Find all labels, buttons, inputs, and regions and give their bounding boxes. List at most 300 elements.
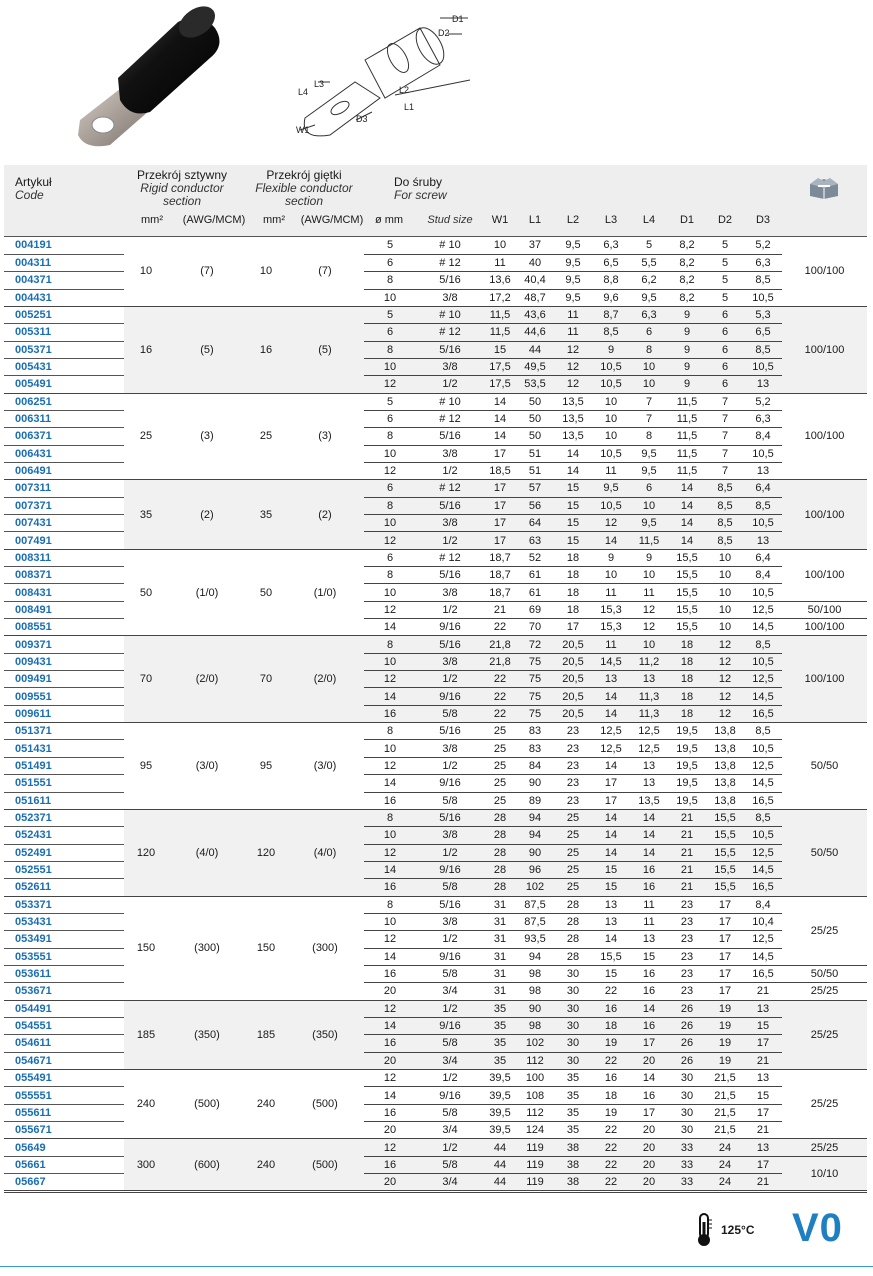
value-cell: 1/2 xyxy=(416,757,484,774)
article-code[interactable]: 009431 xyxy=(4,653,124,670)
value-cell: 13 xyxy=(744,1139,782,1156)
row-group xyxy=(4,809,867,896)
value-cell: 33 xyxy=(668,1156,706,1173)
article-code[interactable]: 006371 xyxy=(4,428,124,445)
value-cell: 20,5 xyxy=(554,705,592,722)
value-cell: 13 xyxy=(744,1000,782,1017)
flex-mm-cell: 120 xyxy=(246,809,286,896)
value-cell: 19 xyxy=(706,1017,744,1034)
row-group xyxy=(4,1070,867,1139)
value-cell: 19 xyxy=(592,1035,630,1052)
value-cell: 22 xyxy=(484,619,516,636)
value-cell: 11,5 xyxy=(484,306,516,323)
value-cell: 21,5 xyxy=(706,1087,744,1104)
value-cell: 16 xyxy=(364,1104,416,1121)
flex-awg-cell: (300) xyxy=(286,896,364,1000)
article-code[interactable]: 051551 xyxy=(4,775,124,792)
value-cell: # 10 xyxy=(416,306,484,323)
value-cell: 12,5 xyxy=(592,740,630,757)
value-cell: 14 xyxy=(668,480,706,497)
header-screw xyxy=(394,176,447,202)
article-code[interactable]: 05667 xyxy=(4,1174,124,1191)
value-cell: 20 xyxy=(364,983,416,1000)
value-cell: 8 xyxy=(364,272,416,289)
value-cell: 8 xyxy=(364,497,416,514)
value-cell: 17 xyxy=(706,983,744,1000)
article-code[interactable]: 004311 xyxy=(4,254,124,271)
article-code[interactable]: 004191 xyxy=(4,237,124,254)
value-cell: 16 xyxy=(364,792,416,809)
diagram-label-d1: D1 xyxy=(452,14,464,24)
article-code[interactable]: 052491 xyxy=(4,844,124,861)
value-cell: 14 xyxy=(592,705,630,722)
article-code[interactable]: 006431 xyxy=(4,445,124,462)
article-code[interactable]: 005371 xyxy=(4,341,124,358)
flame-class-v0: V0 xyxy=(792,1206,843,1250)
value-cell: 5/8 xyxy=(416,1156,484,1173)
article-code[interactable]: 05661 xyxy=(4,1156,124,1173)
row-group xyxy=(4,237,867,306)
value-cell: 9 xyxy=(592,341,630,358)
value-cell: 16 xyxy=(630,1017,668,1034)
value-cell: 14 xyxy=(484,410,516,427)
value-cell: 15,5 xyxy=(592,948,630,965)
article-code[interactable]: 008371 xyxy=(4,567,124,584)
rigid-awg-cell: (7) xyxy=(168,237,246,306)
value-cell: 50 xyxy=(516,410,554,427)
value-cell: 6,4 xyxy=(744,480,782,497)
value-cell: 14 xyxy=(630,809,668,826)
value-cell: 13 xyxy=(744,1070,782,1087)
value-cell: 13,5 xyxy=(630,792,668,809)
value-cell: 44 xyxy=(516,341,554,358)
value-cell: 31 xyxy=(484,983,516,1000)
value-cell: 3/4 xyxy=(416,1052,484,1069)
article-code[interactable]: 053551 xyxy=(4,948,124,965)
value-cell: 20 xyxy=(364,1174,416,1191)
value-cell: 20,5 xyxy=(554,636,592,653)
article-code[interactable]: 055491 xyxy=(4,1070,124,1087)
value-cell: 1/2 xyxy=(416,532,484,549)
value-cell: 5,2 xyxy=(744,237,782,254)
value-cell: 5 xyxy=(364,306,416,323)
sub-w1: W1 xyxy=(491,214,509,226)
header-rigid xyxy=(122,169,242,208)
value-cell: 10 xyxy=(706,567,744,584)
value-cell: 28 xyxy=(484,827,516,844)
article-code[interactable]: 005431 xyxy=(4,358,124,375)
diagram-label-d2: D2 xyxy=(438,28,450,38)
article-code[interactable]: 008431 xyxy=(4,584,124,601)
value-cell: 17 xyxy=(744,1104,782,1121)
value-cell: 38 xyxy=(554,1139,592,1156)
article-code[interactable]: 005311 xyxy=(4,324,124,341)
value-cell: 52 xyxy=(516,549,554,566)
value-cell: 12 xyxy=(364,462,416,479)
flex-mm-cell: 35 xyxy=(246,480,286,549)
flex-awg-cell: (2/0) xyxy=(286,636,364,723)
value-cell: 17 xyxy=(554,619,592,636)
flex-mm-cell: 185 xyxy=(246,1000,286,1069)
value-cell: 3/8 xyxy=(416,358,484,375)
value-cell: 9/16 xyxy=(416,1017,484,1034)
value-cell: 18,7 xyxy=(484,567,516,584)
sub-d3: D3 xyxy=(755,214,771,226)
table-row xyxy=(4,723,867,740)
value-cell: 49,5 xyxy=(516,358,554,375)
value-cell: 19,5 xyxy=(668,792,706,809)
value-cell: 17 xyxy=(706,896,744,913)
value-cell: 9/16 xyxy=(416,948,484,965)
article-code[interactable]: 006251 xyxy=(4,393,124,410)
value-cell: 102 xyxy=(516,879,554,896)
value-cell: 11 xyxy=(592,584,630,601)
value-cell: 13 xyxy=(592,671,630,688)
article-code[interactable]: 005251 xyxy=(4,306,124,323)
value-cell: 14 xyxy=(592,931,630,948)
value-cell: 16 xyxy=(630,965,668,982)
article-code[interactable]: 009491 xyxy=(4,671,124,688)
value-cell: 21,8 xyxy=(484,653,516,670)
rigid-awg-cell: (5) xyxy=(168,306,246,393)
value-cell: 83 xyxy=(516,723,554,740)
value-cell: 44,6 xyxy=(516,324,554,341)
article-code[interactable]: 008551 xyxy=(4,619,124,636)
pack-qty-cell: 100/100 xyxy=(782,636,867,723)
page-bottom-rule xyxy=(0,1266,873,1267)
value-cell: 6 xyxy=(364,324,416,341)
flex-mm-cell: 240 xyxy=(246,1139,286,1191)
value-cell: 12 xyxy=(706,705,744,722)
row-group xyxy=(4,636,867,723)
value-cell: 12 xyxy=(364,1000,416,1017)
header-article-pl: Artykuł xyxy=(15,175,52,189)
article-code[interactable]: 051431 xyxy=(4,740,124,757)
value-cell: 75 xyxy=(516,688,554,705)
value-cell: 8,5 xyxy=(744,636,782,653)
value-cell: 26 xyxy=(668,1052,706,1069)
product-table xyxy=(4,237,867,1191)
value-cell: 12 xyxy=(364,376,416,393)
rigid-mm-cell: 95 xyxy=(124,723,168,810)
value-cell: 21,5 xyxy=(706,1122,744,1139)
value-cell: 26 xyxy=(668,1000,706,1017)
value-cell: 9,5 xyxy=(630,515,668,532)
article-code[interactable]: 009371 xyxy=(4,636,124,653)
value-cell: 98 xyxy=(516,965,554,982)
value-cell: 11,5 xyxy=(630,532,668,549)
rigid-mm-cell: 300 xyxy=(124,1139,168,1191)
value-cell: 20 xyxy=(364,1052,416,1069)
value-cell: 37 xyxy=(516,237,554,254)
value-cell: 8,8 xyxy=(592,272,630,289)
value-cell: 9,5 xyxy=(554,289,592,306)
value-cell: 13 xyxy=(592,896,630,913)
value-cell: 8,5 xyxy=(744,723,782,740)
value-cell: 23 xyxy=(554,792,592,809)
value-cell: 19 xyxy=(706,1000,744,1017)
value-cell: 12 xyxy=(706,688,744,705)
rigid-awg-cell: (2/0) xyxy=(168,636,246,723)
value-cell: 94 xyxy=(516,809,554,826)
value-cell: 96 xyxy=(516,861,554,878)
article-code[interactable]: 006491 xyxy=(4,462,124,479)
value-cell: 11 xyxy=(630,896,668,913)
value-cell: 18,7 xyxy=(484,549,516,566)
value-cell: 51 xyxy=(516,445,554,462)
value-cell: 5/8 xyxy=(416,965,484,982)
sub-rigid-mm: mm² xyxy=(141,214,163,226)
sub-d1: D1 xyxy=(679,214,695,226)
value-cell: 8,4 xyxy=(744,896,782,913)
article-code[interactable]: 055671 xyxy=(4,1122,124,1139)
article-code[interactable]: 053671 xyxy=(4,983,124,1000)
article-code[interactable]: 051611 xyxy=(4,792,124,809)
row-group xyxy=(4,896,867,1000)
article-code[interactable]: 052611 xyxy=(4,879,124,896)
sub-l2: L2 xyxy=(566,214,580,226)
value-cell: 7 xyxy=(706,410,744,427)
value-cell: 22 xyxy=(592,1139,630,1156)
flex-mm-cell: 50 xyxy=(246,549,286,636)
value-cell: 23 xyxy=(668,913,706,930)
value-cell: 10 xyxy=(364,584,416,601)
flex-mm-cell: 10 xyxy=(246,237,286,306)
value-cell: 7 xyxy=(706,462,744,479)
article-code[interactable]: 055611 xyxy=(4,1104,124,1121)
row-group xyxy=(4,1000,867,1069)
article-code[interactable]: 052551 xyxy=(4,861,124,878)
article-code[interactable]: 053491 xyxy=(4,931,124,948)
value-cell: 5/16 xyxy=(416,809,484,826)
value-cell: 35 xyxy=(484,1017,516,1034)
row-group xyxy=(4,549,867,636)
value-cell: 31 xyxy=(484,931,516,948)
value-cell: 16 xyxy=(364,1035,416,1052)
article-code[interactable]: 054491 xyxy=(4,1000,124,1017)
value-cell: 7 xyxy=(706,393,744,410)
value-cell: 64 xyxy=(516,515,554,532)
value-cell: 12 xyxy=(364,671,416,688)
header-rigid-pl: Przekrój sztywny xyxy=(136,168,228,182)
value-cell: 15 xyxy=(484,341,516,358)
value-cell: 19 xyxy=(706,1052,744,1069)
value-cell: 11,5 xyxy=(668,393,706,410)
value-cell: 33 xyxy=(668,1139,706,1156)
value-cell: 10 xyxy=(364,653,416,670)
value-cell: 20,5 xyxy=(554,653,592,670)
row-group xyxy=(4,723,867,810)
value-cell: 6,5 xyxy=(592,254,630,271)
value-cell: 10 xyxy=(364,358,416,375)
value-cell: 19,5 xyxy=(668,757,706,774)
table-row xyxy=(4,306,867,323)
article-code[interactable]: 052371 xyxy=(4,809,124,826)
value-cell: 8,2 xyxy=(668,254,706,271)
article-code[interactable]: 008311 xyxy=(4,549,124,566)
article-code[interactable]: 009611 xyxy=(4,705,124,722)
value-cell: 8 xyxy=(364,341,416,358)
value-cell: 26 xyxy=(668,1017,706,1034)
value-cell: 12,5 xyxy=(744,844,782,861)
article-code[interactable]: 008491 xyxy=(4,601,124,618)
value-cell: 10 xyxy=(592,393,630,410)
article-code[interactable]: 053371 xyxy=(4,896,124,913)
value-cell: 3/8 xyxy=(416,584,484,601)
value-cell: 8,4 xyxy=(744,567,782,584)
rigid-mm-cell: 185 xyxy=(124,1000,168,1069)
value-cell: 5/16 xyxy=(416,636,484,653)
value-cell: 17,2 xyxy=(484,289,516,306)
value-cell: 25 xyxy=(554,879,592,896)
value-cell: 10 xyxy=(630,376,668,393)
value-cell: 13 xyxy=(630,931,668,948)
value-cell: 22 xyxy=(484,671,516,688)
value-cell: 13,8 xyxy=(706,723,744,740)
article-code[interactable]: 054671 xyxy=(4,1052,124,1069)
article-code[interactable]: 007491 xyxy=(4,532,124,549)
article-code[interactable]: 053611 xyxy=(4,965,124,982)
value-cell: 15,5 xyxy=(706,879,744,896)
value-cell: 9,5 xyxy=(554,237,592,254)
value-cell: 14 xyxy=(592,809,630,826)
value-cell: 13,6 xyxy=(484,272,516,289)
value-cell: 10 xyxy=(364,740,416,757)
value-cell: 12 xyxy=(364,931,416,948)
value-cell: 10 xyxy=(630,567,668,584)
article-code[interactable]: 004431 xyxy=(4,289,124,306)
value-cell: 112 xyxy=(516,1104,554,1121)
value-cell: 17 xyxy=(706,948,744,965)
article-code[interactable]: 05649 xyxy=(4,1139,124,1156)
article-code[interactable]: 051491 xyxy=(4,757,124,774)
value-cell: 14 xyxy=(364,1087,416,1104)
article-code[interactable]: 052431 xyxy=(4,827,124,844)
value-cell: 1/2 xyxy=(416,844,484,861)
value-cell: 22 xyxy=(592,983,630,1000)
value-cell: 9 xyxy=(668,341,706,358)
article-code[interactable]: 051371 xyxy=(4,723,124,740)
diagram-label-w1: W1 xyxy=(296,125,310,135)
pack-qty-cell: 100/100 xyxy=(782,480,867,549)
table-row xyxy=(4,549,867,566)
value-cell: 12 xyxy=(554,358,592,375)
article-code[interactable]: 007311 xyxy=(4,480,124,497)
article-code[interactable]: 007371 xyxy=(4,497,124,514)
value-cell: 112 xyxy=(516,1052,554,1069)
pack-qty-cell: 25/25 xyxy=(782,896,867,965)
value-cell: 19,5 xyxy=(668,740,706,757)
value-cell: 16,5 xyxy=(744,792,782,809)
value-cell: 6 xyxy=(364,254,416,271)
rigid-awg-cell: (4/0) xyxy=(168,809,246,896)
value-cell: 5/16 xyxy=(416,723,484,740)
value-cell: 14 xyxy=(554,445,592,462)
article-code[interactable]: 054551 xyxy=(4,1017,124,1034)
value-cell: 23 xyxy=(554,775,592,792)
article-code[interactable]: 053431 xyxy=(4,913,124,930)
value-cell: 14 xyxy=(364,688,416,705)
value-cell: 9,5 xyxy=(554,272,592,289)
value-cell: 5/8 xyxy=(416,1035,484,1052)
value-cell: # 10 xyxy=(416,237,484,254)
value-cell: 6,3 xyxy=(630,306,668,323)
value-cell: 10,4 xyxy=(744,913,782,930)
value-cell: 124 xyxy=(516,1122,554,1139)
value-cell: 23 xyxy=(554,740,592,757)
pack-qty-cell: 100/100 xyxy=(782,549,867,601)
value-cell: 14 xyxy=(668,515,706,532)
value-cell: 12,5 xyxy=(744,931,782,948)
value-cell: # 12 xyxy=(416,254,484,271)
value-cell: 14 xyxy=(554,462,592,479)
value-cell: 11,3 xyxy=(630,705,668,722)
value-cell: 75 xyxy=(516,705,554,722)
value-cell: 12 xyxy=(554,376,592,393)
article-code[interactable]: 055551 xyxy=(4,1087,124,1104)
value-cell: 50 xyxy=(516,428,554,445)
value-cell: 33 xyxy=(668,1174,706,1191)
article-code[interactable]: 007431 xyxy=(4,515,124,532)
value-cell: 11,2 xyxy=(630,653,668,670)
value-cell: 14,5 xyxy=(744,619,782,636)
pack-qty-cell: 50/50 xyxy=(782,723,867,810)
value-cell: 20 xyxy=(630,1139,668,1156)
value-cell: 6,2 xyxy=(630,272,668,289)
value-cell: 21 xyxy=(668,844,706,861)
header-flex-pl: Przekrój giętki xyxy=(266,168,342,182)
value-cell: 3/8 xyxy=(416,653,484,670)
value-cell: 5,5 xyxy=(630,254,668,271)
value-cell: 10 xyxy=(630,636,668,653)
value-cell: 8 xyxy=(364,567,416,584)
value-cell: 10 xyxy=(364,913,416,930)
value-cell: 87,5 xyxy=(516,913,554,930)
value-cell: 94 xyxy=(516,827,554,844)
value-cell: 12,5 xyxy=(630,740,668,757)
article-code[interactable]: 054611 xyxy=(4,1035,124,1052)
value-cell: 8,5 xyxy=(744,497,782,514)
value-cell: 21,8 xyxy=(484,636,516,653)
value-cell: 17 xyxy=(484,515,516,532)
value-cell: 14,5 xyxy=(744,775,782,792)
temperature-rating xyxy=(693,1212,755,1248)
product-images xyxy=(0,0,873,165)
value-cell: 3/8 xyxy=(416,289,484,306)
value-cell: 14 xyxy=(630,827,668,844)
value-cell: 16 xyxy=(630,983,668,1000)
header-flex-en-2: section xyxy=(284,194,324,208)
value-cell: 22 xyxy=(484,688,516,705)
value-cell: 25 xyxy=(554,861,592,878)
value-cell: 25 xyxy=(484,775,516,792)
value-cell: 22 xyxy=(592,1052,630,1069)
article-code[interactable]: 005491 xyxy=(4,376,124,393)
value-cell: 8,5 xyxy=(744,341,782,358)
flex-awg-cell: (3/0) xyxy=(286,723,364,810)
value-cell: 39,5 xyxy=(484,1087,516,1104)
value-cell: 7 xyxy=(630,393,668,410)
value-cell: 14 xyxy=(364,948,416,965)
article-code[interactable]: 009551 xyxy=(4,688,124,705)
article-code[interactable]: 004371 xyxy=(4,272,124,289)
article-code[interactable]: 006311 xyxy=(4,410,124,427)
value-cell: 6,4 xyxy=(744,549,782,566)
diagram-label-l1: L1 xyxy=(404,102,415,112)
value-cell: 61 xyxy=(516,567,554,584)
value-cell: 3/8 xyxy=(416,913,484,930)
value-cell: 25 xyxy=(484,792,516,809)
